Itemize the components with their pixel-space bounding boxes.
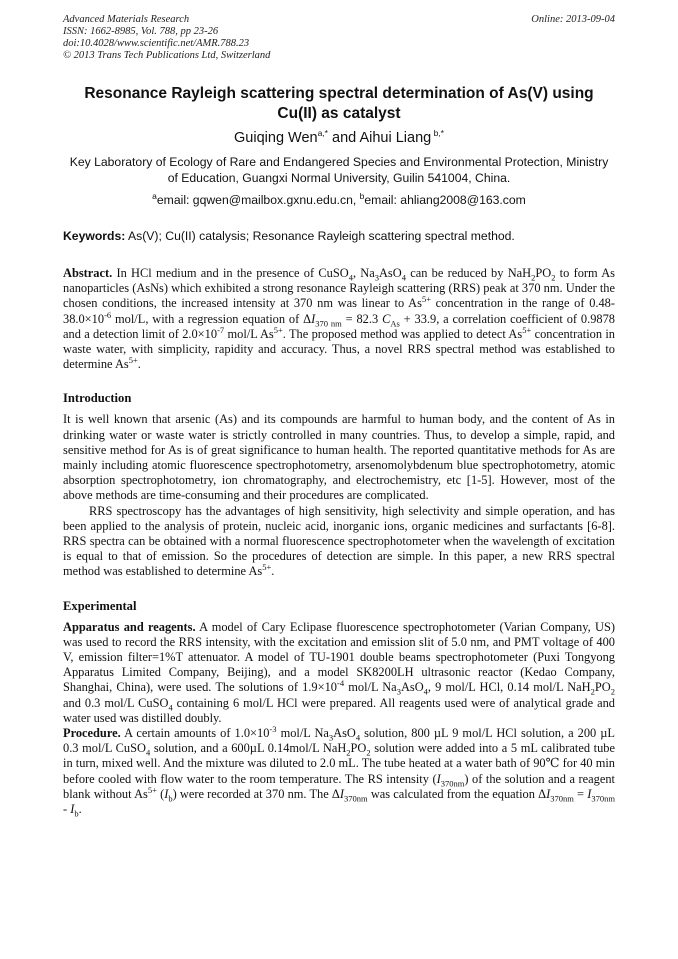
abstract: Abstract. In HCl medium and in the presence of CuSO$_4$, $Na_3AsO_4$ can be reduced by $NaH_2PO_2$ to form As nanoparticles (AsNs) which exhibited a strong resonance Rayleigh scattering (RRS) peak at 370 nm. Under the chosen conditions, the increased intensity at 370 nm was linear to $As^{5+}$ concentration in the range of $0.48-38.0\times 10^{-6}$ mol/L, with a regression equation of $\Delta I_{370 nm} = 82.3$ $C_{As} + 33.9$, a correlation coefficient of 0.9878 and a detection limit of $2.0\times 10^{-7}$ mol/L $As^{5+}$. The proposed method was applied to detect $As^{5+}$ concentration in waste water, with simplicity, rapidity and accuracy. Thus, a novel RRS spectral method was established to determine $As^{5+}$. <box>63 266 616 372</box>
author-2: Aihui Liang <box>359 130 432 146</box>
keywords <box>63 228 615 244</box>
doi: doi:10.4028/www.scientific.net/AMR.788.23 <box>63 38 250 49</box>
email-line: $^a$email: gqwen@mailbox.gxnu.edu.cn, $^b$email: ahliang2008@163.com <box>152 190 526 207</box>
keywords-label: Keywords: <box>63 229 126 243</box>
email-a[interactable]: email: gqwen@mailbox.gxnu.edu.cn, <box>156 193 360 207</box>
paper-title: Resonance Rayleigh scattering spectral determination of As(V) using Cu(II) as catalyst <box>84 85 594 122</box>
journal-name: Advanced Materials Research <box>63 14 190 25</box>
introduction-paragraph-2: RRS spectroscopy has the advantages of high sensitivity, high selectivity and simple operation, and has been applied to the analysis of protein, nucleic acid, inorganic ions, organic medicines and surfactants [6-8]. RRS spectra can be obtained with a normal fluorescence spectrophotometer when the wavelength of excitation is equal to that of emission. So the procedures of detection are simple. In this paper, a new RRS spectral method was established to determine $As^{5+}$. <box>63 503 615 579</box>
copyright: © 2013 Trans Tech Publications Ltd, Switzerland <box>63 50 271 61</box>
journal-header <box>63 14 615 62</box>
affiliation: Key Laboratory of Ecology of Rare and Endangered Species and Environmental Protection, Ministry of Education, Guangxi Normal University, Guilin 541004, China. <box>69 155 609 185</box>
author-list: Guiqing Wen$^{a,*}$ and Aihui Liang $^{b,*}$ <box>234 128 444 146</box>
introduction-paragraph-1: It is well known that arsenic (As) and its compounds are harmful to human body, and the content of As in drinking water or waste water is strictly controlled in many countries. Thus, to develop a simple, rapid, and sensitive method for As is of great significance to human health. The reported quantitative methods for As are mainly including atomic fluorescence spectrophotometry, arsenomolybdenum blue spectrophotometry, atomic absorption spectrophotometry, ion chromatography, and electrochemistry, etc [1-5]. However, most of the above methods are time-consuming and their procedures are complicated. <box>63 412 615 503</box>
online-date: Online: 2013-09-04 <box>531 14 615 25</box>
introduction-heading: Introduction <box>63 391 132 406</box>
paper-page <box>63 14 615 817</box>
issn: ISSN: 1662-8985, Vol. 788, pp 23-26 <box>63 26 219 37</box>
apparatus-paragraph: Apparatus and reagents. A model of Cary Eclipase fluorescence spectrophotometer (Varian Company, US) was used to record the RRS intensity, with the excitation and emission slit of 5.0 nm, and PMT voltage of 400 V, emission filter=1%T attenuator. A model of TU-1901 double beams spectrophotometer (Puxi Tongyong Apparatus Limited Company, Beijing), and a model SK8200LH ultrasonic reactor (Kedao Company, Shanghai, China), were used. The solutions of $1.9\times 10^{-4}$ mol/L $Na_3AsO_4$, 9 mol/L HCl, 0.14 mol/L $NaH_2PO_2$ and 0.3 mol/L CuSO$_4$ containing 6 mol/L HCl were prepared. All reagents used were of analytical grade and water used was distilled doubly. <box>63 619 615 725</box>
procedure-paragraph: Procedure. A certain amounts of $1.0\times 10^{-3}$ mol/L $Na_3AsO_4$ solution, 800 µL 9 mol/L HCl solution, a 200 µL 0.3 mol/L CuSO$_4$ solution, and a 600µL 0.14mol/L $NaH_2PO_2$ solution were added into a 5 mL calibrated tube in turn, mixed well. And the mixture was diluted to 2.0 mL. The tube heated at a water bath of 90℃ for 40 min before cooled with flow water to the room temperature. The RS intensity $(I_{370nm})$ of the solution and a reagent blank without $As^{5+}$ $(I_b)$ were recorded at 370 nm. The $\Delta I_{370nm}$ was calculated from the equation $\Delta I_{370nm} = I_{370nm} - I_b$. <box>63 723 616 819</box>
email-b[interactable]: email: ahliang2008@163.com <box>364 193 526 207</box>
author-1: Guiqing Wen <box>234 130 318 146</box>
experimental-heading: Experimental <box>63 598 137 613</box>
keywords-text: As(V); Cu(II) catalysis; Resonance Rayleigh scattering spectral method. <box>125 229 515 243</box>
